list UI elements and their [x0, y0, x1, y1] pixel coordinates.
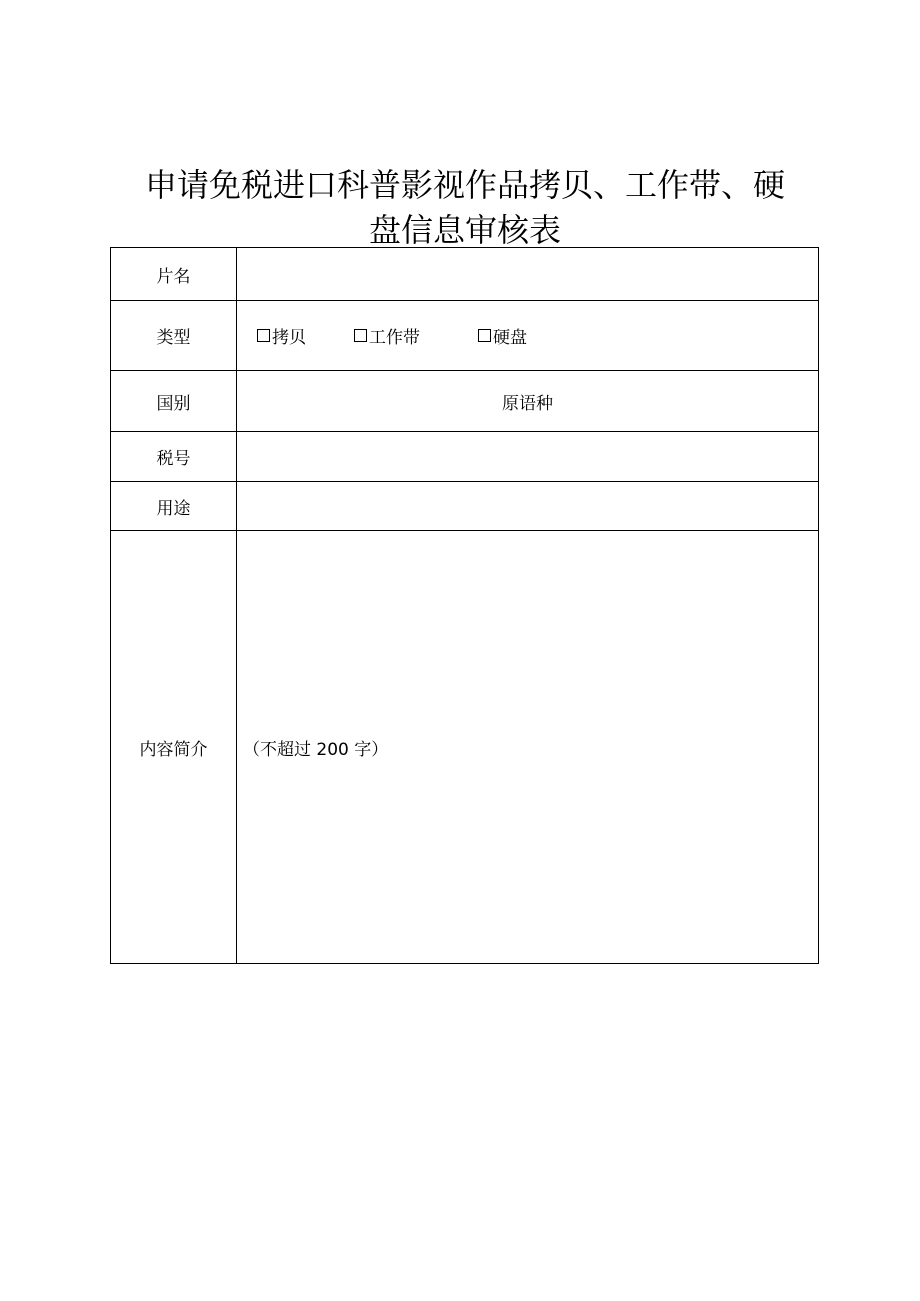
language-label: 原语种 — [502, 393, 553, 414]
type-option-harddisk[interactable] — [478, 323, 527, 348]
name-label: 片名 — [111, 248, 237, 301]
use-label: 用途 — [111, 482, 237, 531]
row-name — [111, 248, 819, 301]
checkbox-harddisk[interactable] — [478, 329, 491, 342]
type-options — [237, 323, 818, 348]
name-field[interactable] — [237, 248, 819, 301]
form-title — [110, 163, 820, 253]
type-label: 类型 — [111, 301, 237, 371]
type-option-worktape-label: 工作带 — [369, 328, 420, 348]
checkbox-copy[interactable] — [257, 329, 270, 342]
row-summary — [111, 531, 819, 964]
checkbox-worktape[interactable] — [354, 329, 367, 342]
title-line-2: 盘信息审核表 — [368, 211, 561, 249]
summary-field[interactable] — [237, 531, 819, 964]
use-field[interactable] — [237, 482, 819, 531]
type-option-copy-label: 拷贝 — [272, 328, 306, 348]
summary-label: 内容简介 — [111, 531, 237, 964]
country-field[interactable] — [237, 371, 819, 432]
title-line-1: 申请免税进口科普影视作品拷贝、工作带、硬 — [144, 166, 785, 204]
type-option-worktape[interactable] — [354, 323, 420, 348]
row-tax — [111, 432, 819, 482]
country-label: 国别 — [111, 371, 237, 432]
review-form-table — [110, 247, 819, 964]
type-option-harddisk-label: 硬盘 — [493, 328, 527, 348]
type-option-copy[interactable] — [257, 323, 306, 348]
row-use — [111, 482, 819, 531]
tax-field[interactable] — [237, 432, 819, 482]
tax-label: 税号 — [111, 432, 237, 482]
type-options-cell — [237, 301, 819, 371]
summary-hint: （不超过 200 字） — [243, 739, 389, 760]
row-type — [111, 301, 819, 371]
row-country — [111, 371, 819, 432]
